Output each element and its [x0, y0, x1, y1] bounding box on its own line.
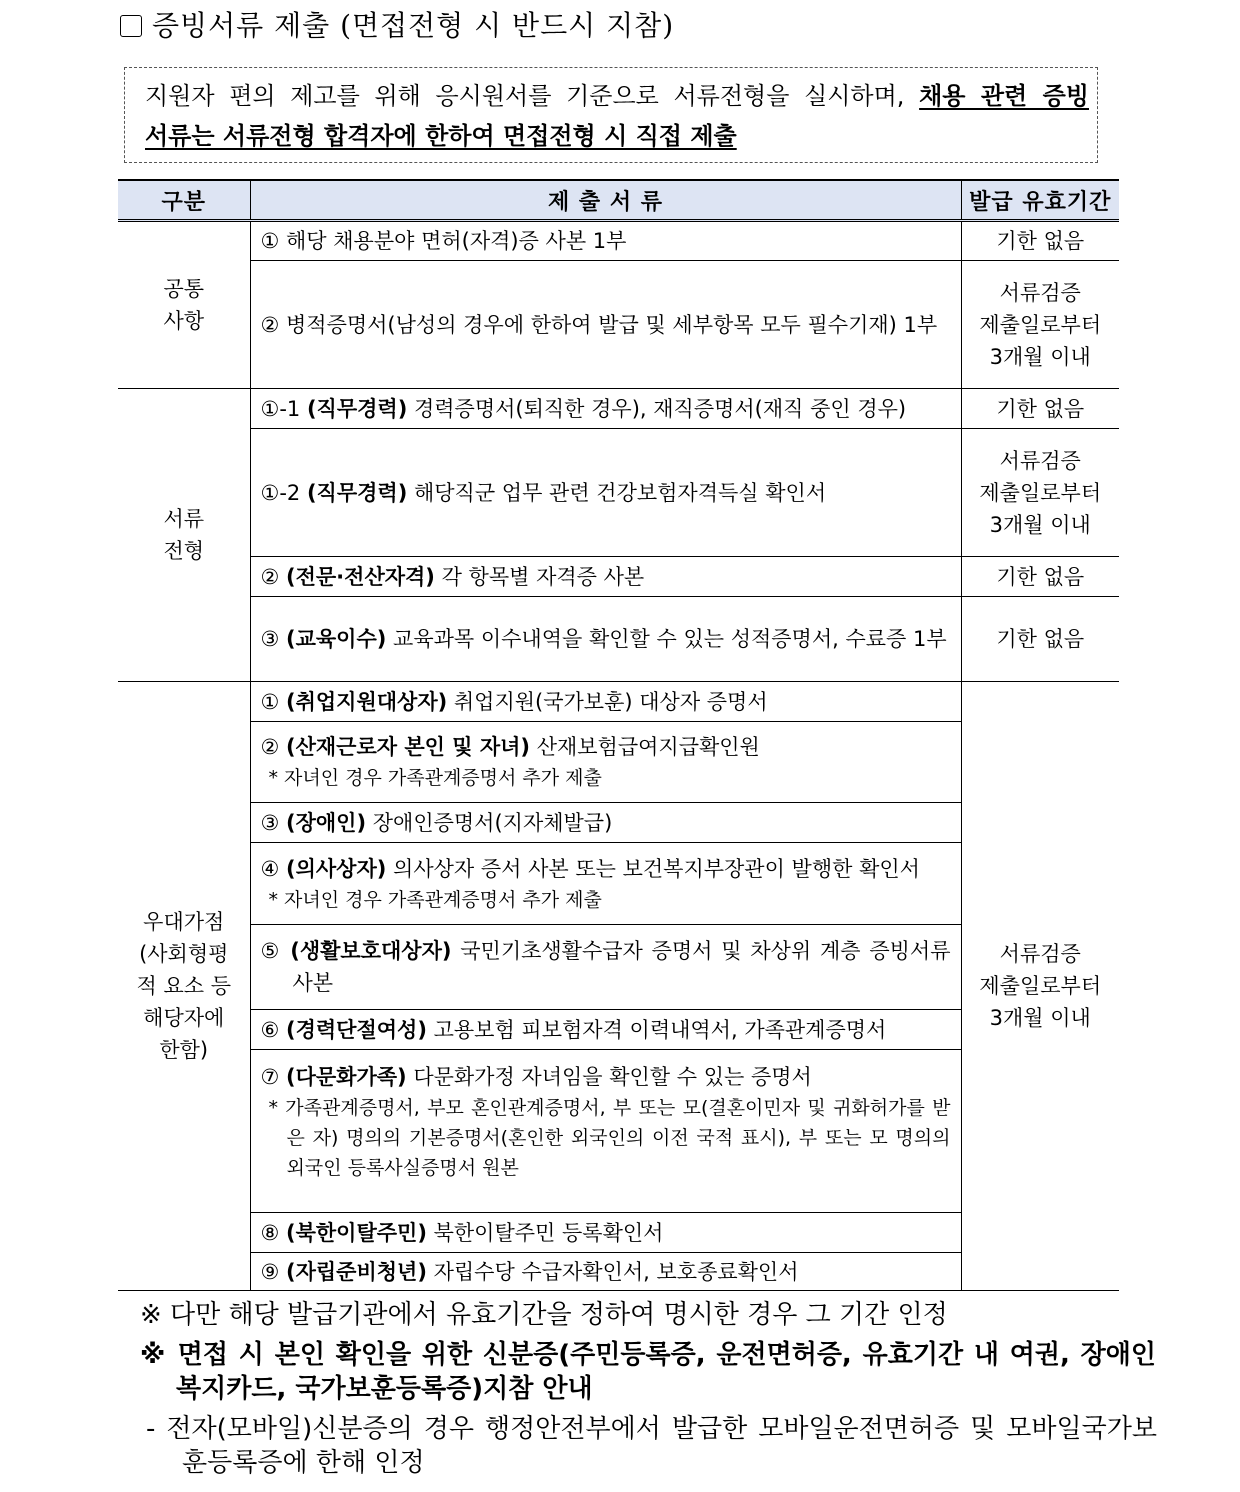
doc-cell	[250, 1010, 961, 1050]
doc-text: 해당직군 업무 관련 건강보험자격득실 확인서	[407, 480, 827, 505]
table-header-row	[118, 180, 1119, 221]
doc-tag: (산재근로자 본인 및 자녀)	[286, 735, 531, 759]
notice-line-1	[145, 76, 1089, 116]
footnote-3: - 전자(모바일)신분증의 경우 행정안전부에서 발급한 모바일운전면허증 및 모바일국가보훈등록증에 한해 인정	[146, 1414, 1157, 1478]
validity-cell: 기한 없음	[961, 597, 1119, 682]
doc-num: ⑨	[260, 1259, 287, 1284]
doc-text: 의사상자 증서 사본 또는 보건복지부장관이 발행한 확인서	[386, 856, 920, 881]
header-documents: 제 출 서 류	[250, 180, 961, 221]
table-row	[118, 389, 1119, 429]
doc-num: ④	[260, 856, 287, 881]
doc-cell	[250, 843, 961, 925]
doc-text: 고용보험 피보험자격 이력내역서, 가족관계증명서	[426, 1017, 887, 1042]
doc-text: 각 항목별 자격증 사본	[434, 564, 645, 589]
notice-line-2	[145, 116, 1089, 156]
doc-tag: (자립준비청년)	[286, 1259, 427, 1284]
doc-cell	[250, 597, 961, 682]
doc-cell	[250, 1213, 961, 1253]
doc-text: 다문화가정 자녀임을 확인할 수 있는 증명서	[406, 1065, 812, 1089]
doc-cell: ① 해당 채용분야 면허(자격)증 사본 1부	[250, 221, 961, 261]
validity-cell: 서류검증 제출일로부터 3개월 이내	[961, 429, 1119, 557]
doc-num: ⑤	[260, 939, 291, 963]
documents-table	[118, 179, 1119, 1291]
doc-cell	[250, 557, 961, 597]
notice-plain: 지원자 편의 제고를 위해 응시원서를 기준으로 서류전형을 실시하며,	[145, 82, 920, 110]
validity-cell: 서류검증 제출일로부터 3개월 이내	[961, 682, 1119, 1291]
table-row	[118, 261, 1119, 389]
doc-num: ③	[260, 810, 287, 835]
doc-num: ⑥	[260, 1017, 287, 1042]
doc-num: ②	[260, 564, 287, 589]
doc-cell	[250, 803, 961, 843]
validity-cell: 기한 없음	[961, 389, 1119, 429]
doc-note: * 가족관계증명서, 부모 혼인관계증명서, 부 또는 모(결혼이민자 및 귀화허가를 받은 자) 명의의 기본증명서(혼인한 외국인의 이전 국적 표시), 부 또는 모 명의의 외국인 등록사실증명서 원본	[268, 1097, 951, 1179]
checkbox-square-icon	[120, 15, 142, 37]
doc-text: 장애인증명서(지자체발급)	[366, 810, 613, 835]
validity-cell: 기한 없음	[961, 557, 1119, 597]
doc-cell	[250, 389, 961, 429]
doc-cell	[250, 925, 961, 1010]
doc-num: ⑦	[260, 1065, 287, 1089]
doc-text: 취업지원(국가보훈) 대상자 증명서	[447, 689, 768, 714]
table-row	[118, 557, 1119, 597]
doc-cell	[250, 429, 961, 557]
doc-cell: ② 병적증명서(남성의 경우에 한하여 발급 및 세부항목 모두 필수기재) 1부	[250, 261, 961, 389]
doc-tag: (교육이수)	[286, 627, 387, 651]
doc-tag: (취업지원대상자)	[286, 689, 448, 714]
doc-num: ③	[260, 627, 287, 651]
validity-cell: 기한 없음	[961, 221, 1119, 261]
doc-tag: (생활보호대상자)	[290, 939, 452, 963]
table-row	[118, 682, 1119, 722]
doc-tag: (직무경력)	[306, 480, 408, 505]
validity-cell: 서류검증 제출일로부터 3개월 이내	[961, 261, 1119, 389]
doc-tag: (경력단절여성)	[286, 1017, 427, 1042]
doc-num: ①-2	[260, 480, 307, 505]
doc-cell	[250, 682, 961, 722]
doc-cell	[250, 1253, 961, 1291]
header-category: 구분	[118, 180, 250, 221]
doc-num: ⑧	[260, 1220, 287, 1245]
footnote-1: ※ 다만 해당 발급기관에서 유효기간을 정하여 명시한 경우 그 기간 인정	[140, 1300, 948, 1330]
doc-num: ①	[260, 689, 287, 714]
doc-text: 교육과목 이수내역을 확인할 수 있는 성적증명서, 수료증 1부	[386, 627, 947, 651]
doc-num: ①-1	[260, 396, 307, 421]
doc-tag: (전문·전산자격)	[286, 564, 435, 589]
doc-text: 북한이탈주민 등록확인서	[426, 1220, 664, 1245]
doc-num: ②	[260, 735, 287, 759]
category-screening: 서류 전형	[118, 389, 250, 682]
doc-text: 자립수당 수급자확인서, 보호종료확인서	[426, 1259, 799, 1284]
doc-text: 산재보험급여지급확인원	[530, 735, 760, 759]
section-title-text: 증빙서류 제출 (면접전형 시 반드시 지참)	[152, 9, 675, 42]
category-common: 공통 사항	[118, 221, 250, 389]
category-preference: 우대가점 (사회형평 적 요소 등 해당자에 한함)	[118, 682, 250, 1291]
footnote-2: ※ 면접 시 본인 확인을 위한 신분증(주민등록증, 운전면허증, 유효기간 내 여권, 장애인 복지카드, 국가보훈등록증)지참 안내	[140, 1340, 1156, 1404]
doc-note: * 자녀인 경우 가족관계증명서 추가 제출	[268, 767, 602, 789]
notice-emph-2: 서류는 서류전형 합격자에 한하여 면접전형 시 직접 제출	[145, 122, 737, 150]
table-row	[118, 429, 1119, 557]
header-validity: 발급 유효기간	[961, 180, 1119, 221]
doc-text: 국민기초생활수급자 증명서 및 차상위 계층 증빙서류 사본	[292, 939, 951, 995]
doc-cell	[250, 1050, 961, 1213]
table-row	[118, 221, 1119, 261]
notice-box	[124, 67, 1098, 163]
doc-text: 경력증명서(퇴직한 경우), 재직증명서(재직 중인 경우)	[407, 396, 907, 421]
doc-tag: (북한이탈주민)	[286, 1220, 427, 1245]
doc-note: * 자녀인 경우 가족관계증명서 추가 제출	[268, 888, 602, 911]
doc-tag: (직무경력)	[306, 396, 408, 421]
doc-tag: (의사상자)	[286, 856, 387, 881]
table-row	[118, 597, 1119, 682]
doc-tag: (다문화가족)	[286, 1065, 407, 1089]
doc-cell	[250, 722, 961, 803]
doc-tag: (장애인)	[286, 810, 367, 835]
section-title	[120, 6, 674, 46]
notice-emph-1: 채용 관련 증빙	[919, 82, 1089, 110]
